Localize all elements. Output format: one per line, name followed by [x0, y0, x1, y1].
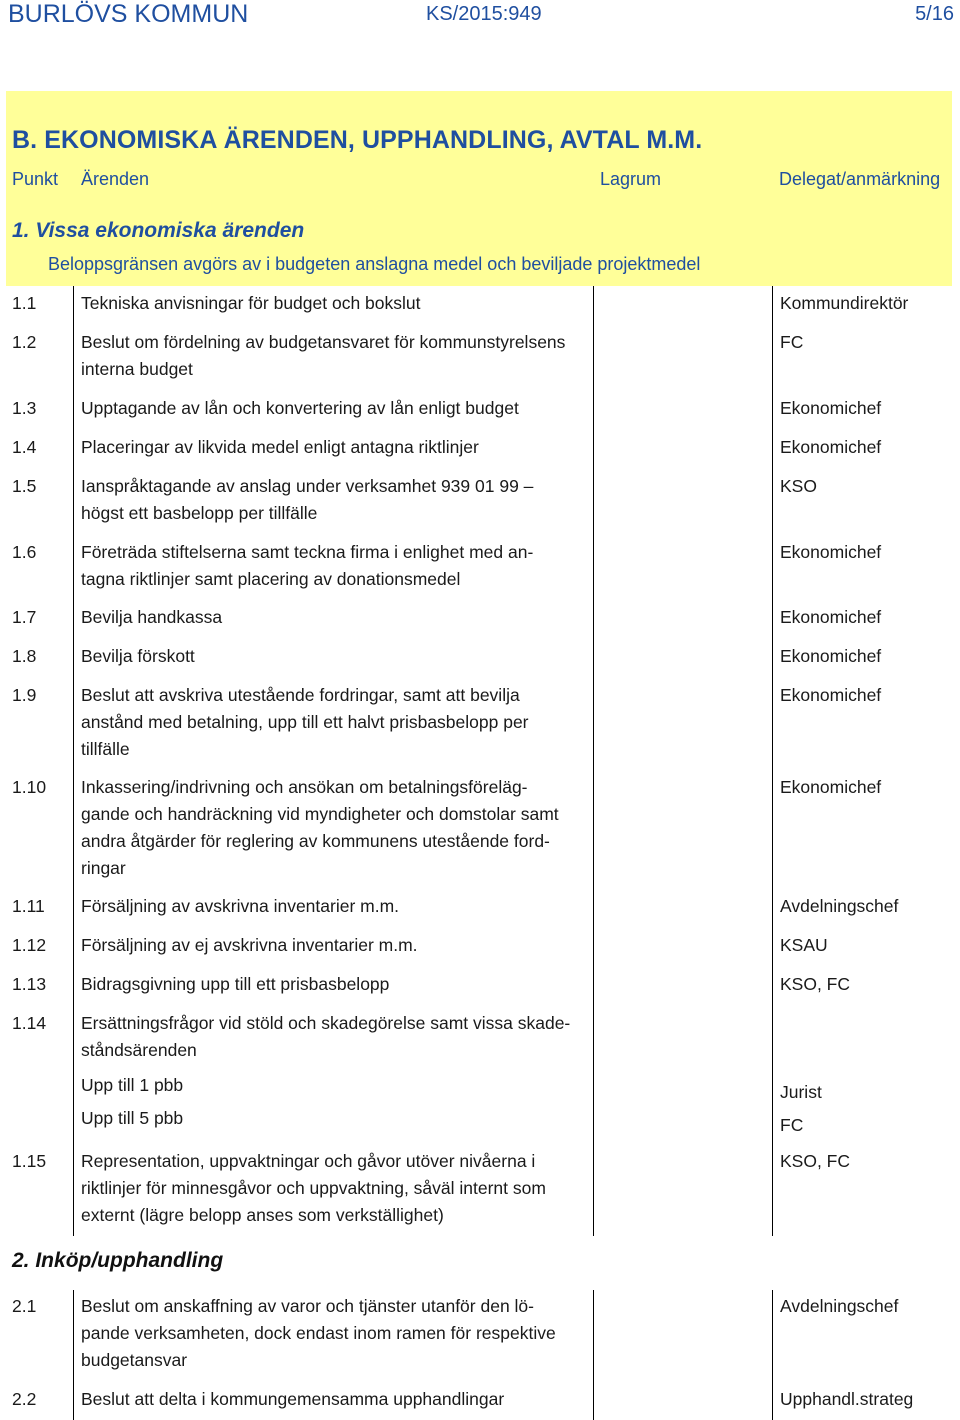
column-divider [593, 1290, 594, 1420]
row-number: 1.11 [12, 896, 45, 916]
row-text: Inkassering/indrivning och ansökan om betalningsföreläg- gande och handräckning vid myndigheter och domstolar samt andra åtgärder för reglering av kommunens utestående ford- ringar [81, 777, 559, 878]
column-divider [73, 1290, 74, 1420]
row-number: 1.5 [12, 476, 37, 496]
row-number: 1.9 [12, 685, 37, 705]
row-number: 1.2 [12, 332, 37, 352]
subsection-title: 1. Vissa ekonomiska ärenden [12, 219, 305, 242]
row-number: 1.15 [12, 1151, 47, 1171]
column-divider [772, 286, 773, 1236]
row-number: 2.2 [12, 1389, 37, 1409]
section-title: B. EKONOMISKA ÄRENDEN, UPPHANDLING, AVTAL M.M. [12, 126, 703, 154]
row-number: 1.7 [12, 607, 37, 627]
row-text: Representation, uppvaktningar och gåvor utöver nivåerna i riktlinjer för minnesgåvor och uppvaktning, såväl internt som externt (lägre belopp anses som verkställighet) [81, 1151, 546, 1225]
subsection-description: Beloppsgränsen avgörs av i budgeten anslagna medel och beviljade projektmedel [48, 254, 701, 274]
row-text: Försäljning av avskrivna inventarier m.m. [81, 896, 400, 916]
row-delegate: Ekonomichef [780, 646, 882, 666]
row-number: 1.13 [12, 974, 47, 994]
row-delegate: Kommundirektör [780, 293, 909, 313]
row-delegate: Ekonomichef [780, 685, 882, 705]
column-divider [593, 286, 594, 1236]
document-reference: KS/2015:949 [426, 3, 542, 25]
page-number: 5/16 [915, 3, 954, 25]
row-text: Upp till 1 pbb Upp till 5 pbb [81, 1075, 184, 1128]
row-number: 1.14 [12, 1013, 47, 1033]
row-delegate: Jurist FC [780, 1082, 822, 1135]
row-delegate: Avdelningschef [780, 896, 899, 916]
row-text: Ianspråktagande av anslag under verksamhet 939 01 99 – högst ett basbelopp per tillfälle [81, 476, 534, 523]
row-text: Företräda stiftelserna samt teckna firma i enlighet med an- tagna riktlinjer samt placering av donationsmedel [81, 542, 534, 589]
row-number: 1.12 [12, 935, 47, 955]
row-delegate: KSO, FC [780, 1151, 851, 1171]
row-text: Försäljning av ej avskrivna inventarier m.m. [81, 935, 418, 955]
column-divider [73, 286, 74, 1236]
row-text: Beslut att avskriva utestående fordringar, samt att bevilja anstånd med betalning, upp till ett halvt prisbasbelopp per tillfälle [81, 685, 529, 759]
row-number: 1.3 [12, 398, 37, 418]
row-text: Bevilja förskott [81, 646, 195, 666]
row-text: Ersättningsfrågor vid stöld och skadegörelse samt vissa skade- ståndsärenden [81, 1013, 571, 1060]
section-2-title: 2. Inköp/upphandling [12, 1249, 224, 1272]
row-delegate: Avdelningschef [780, 1296, 899, 1316]
column-header-arenden: Ärenden [81, 169, 150, 189]
column-divider [772, 1290, 773, 1420]
row-delegate: Ekonomichef [780, 398, 882, 418]
row-number: 1.4 [12, 437, 37, 457]
row-text: Upptagande av lån och konvertering av lån enligt budget [81, 398, 519, 418]
row-number: 2.1 [12, 1296, 37, 1316]
row-delegate: Ekonomichef [780, 777, 882, 797]
row-text: Bidragsgivning upp till ett prisbasbelopp [81, 974, 390, 994]
row-delegate: Ekonomichef [780, 437, 882, 457]
row-number: 1.10 [12, 777, 47, 797]
row-text: Bevilja handkassa [81, 607, 223, 627]
column-header-lagrum: Lagrum [600, 169, 662, 189]
row-number: 1.8 [12, 646, 37, 666]
row-delegate: KSO, FC [780, 974, 851, 994]
column-header-punkt: Punkt [12, 169, 59, 189]
row-delegate: Ekonomichef [780, 542, 882, 562]
row-delegate: KSO [780, 476, 817, 496]
row-delegate: Upphandl.strateg [780, 1389, 914, 1409]
row-delegate: FC [780, 332, 804, 352]
row-text: Tekniska anvisningar för budget och bokslut [81, 293, 421, 313]
row-number: 1.6 [12, 542, 37, 562]
page-header [0, 0, 960, 34]
row-delegate: Ekonomichef [780, 607, 882, 627]
column-header-delegat: Delegat/anmärkning [779, 169, 941, 189]
row-number: 1.1 [12, 293, 37, 313]
row-text: Beslut om anskaffning av varor och tjänster utanför den lö- pande verksamheten, dock endast inom ramen för respektive budgetansvar [81, 1296, 556, 1370]
row-text: Beslut om fördelning av budgetansvaret för kommunstyrelsens interna budget [81, 332, 566, 379]
row-text: Placeringar av likvida medel enligt antagna riktlinjer [81, 437, 479, 457]
row-text: Beslut att delta i kommungemensamma upphandlingar [81, 1389, 505, 1409]
row-delegate: KSAU [780, 935, 828, 955]
org-name: BURLÖVS KOMMUN [8, 0, 249, 28]
